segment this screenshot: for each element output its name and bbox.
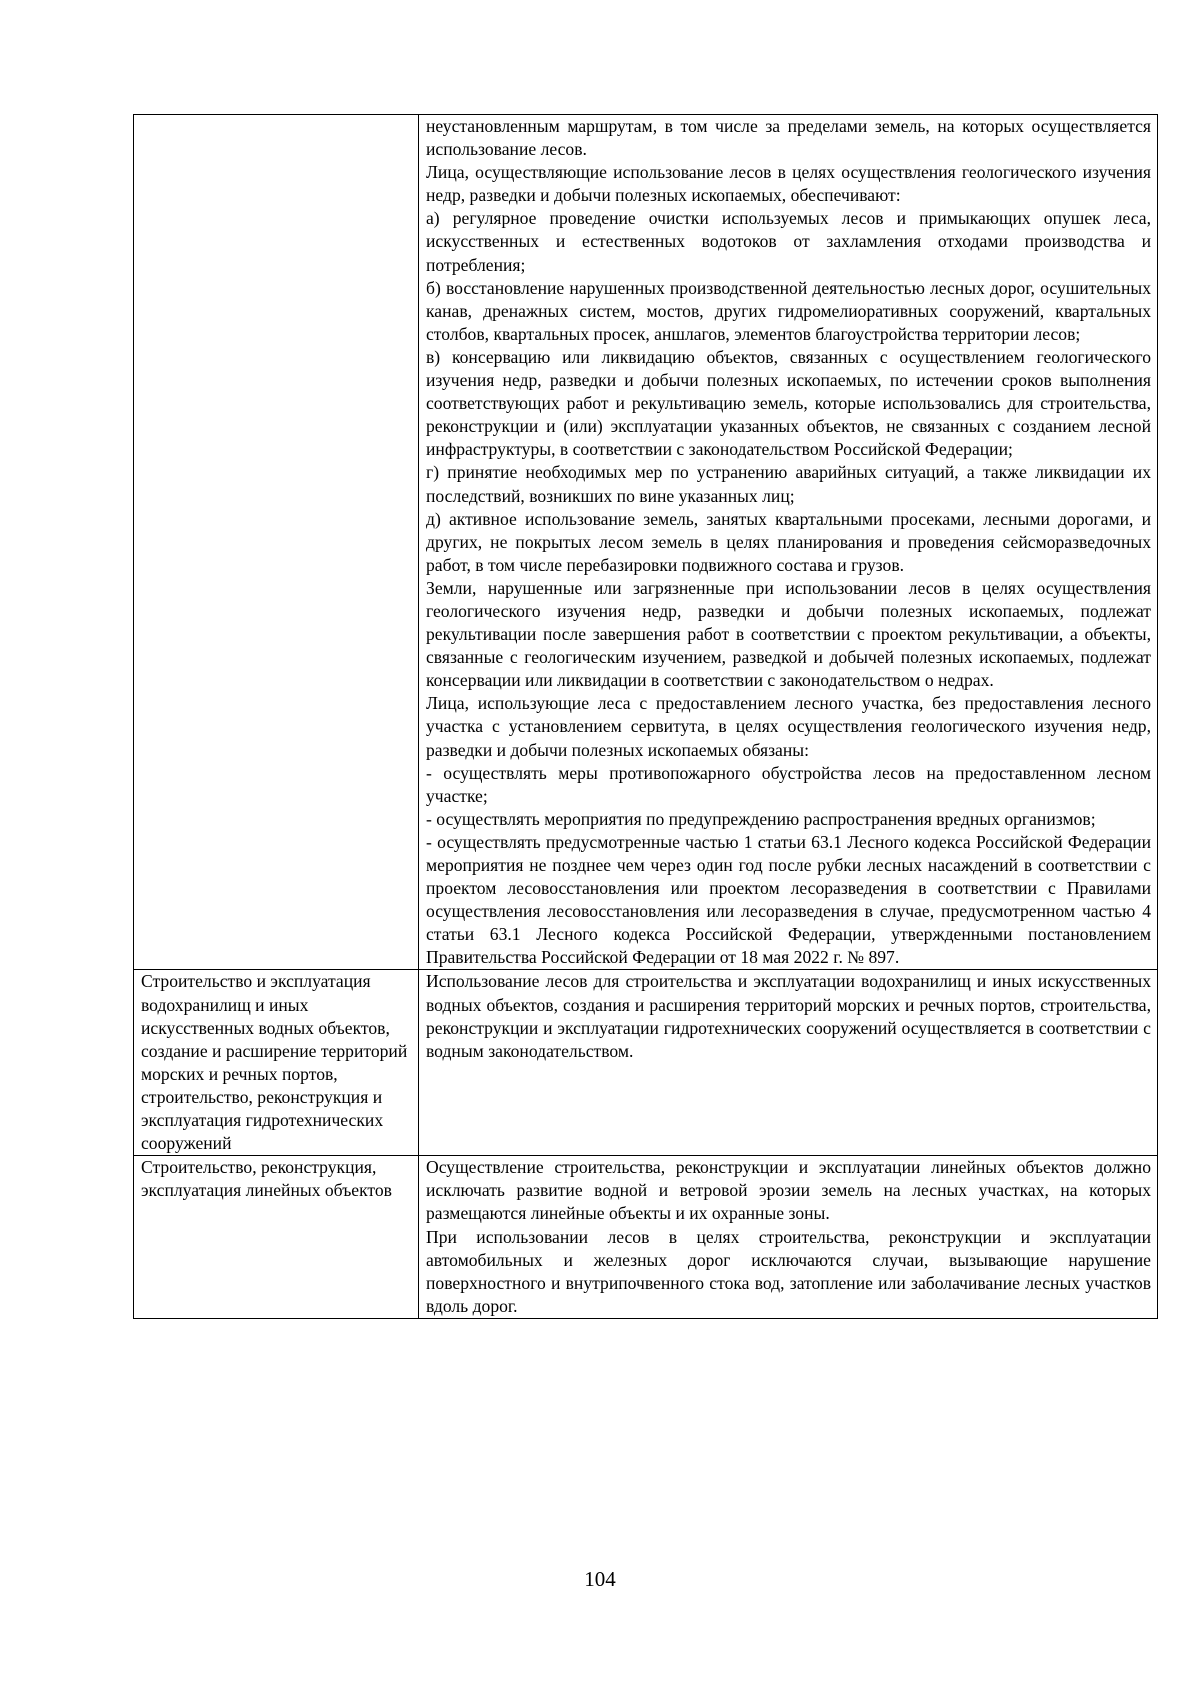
activity-type-cell <box>134 115 419 970</box>
activity-type-cell <box>134 1156 419 1319</box>
paragraph: При использовании лесов в целях строительства, реконструкции и эксплуатации автомобильных и железных дорог исключаются случаи, вызывающие нарушение поверхностного и внутрипочвенного стока вод, затопление или заболачивание лесных участков вдоль дорог. <box>426 1226 1151 1316</box>
paragraph: Лица, осуществляющие использование лесов в целях осуществления геологического изучения недр, разведки и добычи полезных ископаемых, обеспечивают: <box>426 162 1151 206</box>
paragraph: Осуществление строительства, реконструкции и эксплуатации линейных объектов должно исключать развитие водной и ветровой эрозии земель на лесных участках, на которых размещаются линейные объекты и их охранные зоны. <box>426 1157 1151 1224</box>
paragraph: г) принятие необходимых мер по устранению аварийных ситуаций, а также ликвидации их последствий, возникших по вине указанных лиц; <box>426 462 1151 506</box>
paragraph: д) активное использование земель, занятых квартальными просеками, лесными дорогами, и других, не покрытых лесом земель в целях планирования и проведения сейсморазведочных работ, в том числе перебазировки подвижного состава и грузов. <box>426 508 1151 575</box>
paragraph: - осуществлять предусмотренные частью 1 статьи 63.1 Лесного кодекса Российской Федерации мероприятия не позднее чем через один год после рубки лесных насаждений в соответствии с проектом лесовосстановления или проектом лесоразведения в соответствии с Правилами осуществления лесовосстановления или лесоразведения в случае, предусмотренном частью 4 статьи 63.1 Лесного кодекса Российской Федерации, утвержденными постановлением Правительства Российской Федерации от 18 мая 2022 г. № 897. <box>426 831 1151 968</box>
table-row <box>134 115 1158 970</box>
paragraph: а) регулярное проведение очистки используемых лесов и примыкающих опушек леса, искусственных и естественных водотоков от захламления отходами производства и потребления; <box>426 208 1151 275</box>
requirements-cell <box>419 970 1158 1156</box>
requirements-cell <box>419 1156 1158 1319</box>
paragraph: Использование лесов для строительства и эксплуатации водохранилищ и иных искусственных водных объектов, создания и расширения территорий морских и речных портов, строительства, реконструкции и эксплуатации гидротехнических сооружений осуществляется в соответствии с водным законодательством. <box>426 971 1151 1061</box>
activity-type-text: Строительство и эксплуатация водохранилищ и иных искусственных водных объектов, создание и расширение территорий морских и речных портов, строительство, реконструкция и эксплуатация гидротехнических сооружений <box>141 971 408 1154</box>
requirements-cell <box>419 115 1158 970</box>
paragraph: б) восстановление нарушенных производственной деятельностью лесных дорог, осушительных канав, дренажных систем, мостов, других гидромелиоративных сооружений, квартальных столбов, квартальных просек, аншлагов, элементов благоустройства территории лесов; <box>426 277 1151 344</box>
document-table <box>133 114 1158 1319</box>
activity-type-cell <box>134 970 419 1156</box>
page-number: 104 <box>584 1567 616 1591</box>
table-row <box>134 970 1158 1156</box>
table-row <box>134 1156 1158 1319</box>
paragraph: в) консервацию или ликвидацию объектов, связанных с осуществлением геологического изучения недр, разведки и добычи полезных ископаемых, по истечении сроков выполнения соответствующих работ и рекультивацию земель, которые использовались для строительства, реконструкции и (или) эксплуатации указанных объектов, не связанных с созданием лесной инфраструктуры, в соответствии с законодательством Российской Федерации; <box>426 346 1151 460</box>
paragraph: Земли, нарушенные или загрязненные при использовании лесов в целях осуществления геологического изучения недр, разведки и добычи полезных ископаемых, подлежат рекультивации после завершения работ в соответствии с проектом рекультивации, а объекты, связанные с геологическим изучением, разведкой и добычей полезных ископаемых, подлежат консервации или ликвидации в соответствии с законодательством о недрах. <box>426 577 1151 691</box>
paragraph: - осуществлять мероприятия по предупреждению распространения вредных организмов; <box>426 808 1096 829</box>
paragraph: неустановленным маршрутам, в том числе за пределами земель, на которых осуществляется использование лесов. <box>426 116 1151 160</box>
activity-type-text: Строительство, реконструкция, эксплуатация линейных объектов <box>141 1157 392 1201</box>
paragraph: - осуществлять меры противопожарного обустройства лесов на предоставленном лесном участке; <box>426 762 1151 806</box>
paragraph: Лица, использующие леса с предоставлением лесного участка, без предоставления лесного участка с установлением сервитута, в целях осуществления геологического изучения недр, разведки и добычи полезных ископаемых обязаны: <box>426 693 1151 760</box>
